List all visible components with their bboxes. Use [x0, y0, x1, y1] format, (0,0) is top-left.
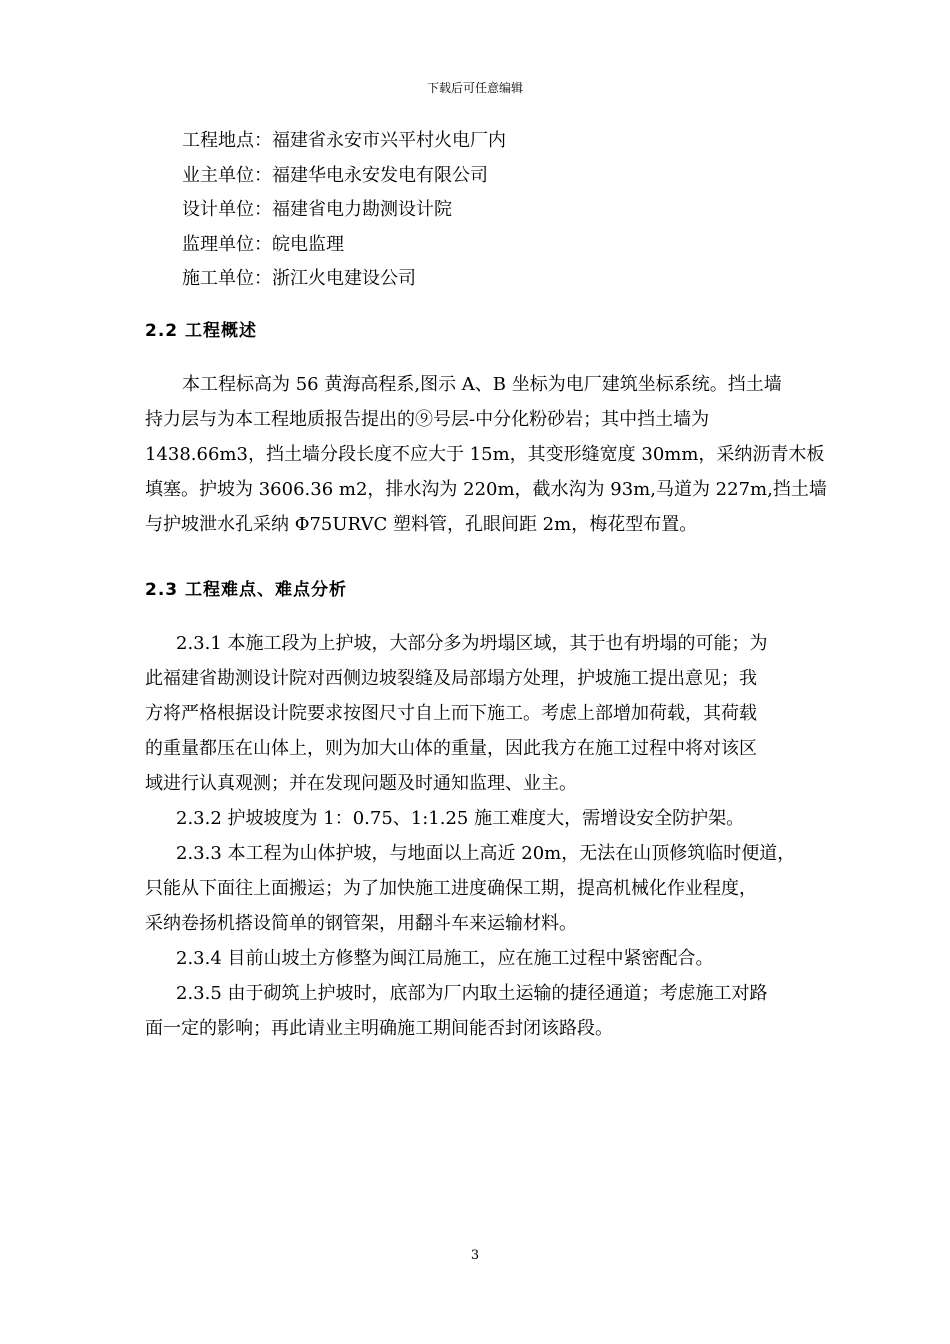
page-number: 3: [470, 1248, 480, 1263]
project-supervisor: 监理单位：皖电监理: [182, 233, 344, 255]
project-designer: 设计单位：福建省电力勘测设计院: [182, 199, 452, 220]
paragraph-line: 方将严格根据设计院要求按图尺寸自上而下施工。考虑上部增加荷载，其荷载: [145, 703, 757, 724]
section-heading-2-2: 2.2 工程概述: [145, 321, 258, 341]
paragraph-line: 域进行认真观测；并在发现问题及时通知监理、业主。: [145, 773, 577, 794]
paragraph-line: 的重量都压在山体上，则为加大山体的重量，因此我方在施工过程中将对该区: [145, 738, 757, 759]
paragraph-line: 与护坡泄水孔采纳 Φ75URVC 塑料管，孔眼间距 2m，梅花型布置。: [145, 514, 698, 535]
paragraph-line: 只能从下面往上面搬运；为了加快施工进度确保工期，提高机械化作业程度，: [145, 878, 757, 899]
paragraph-line: 1438.66m3，挡土墙分段长度不应大于 15m，其变形缝宽度 30mm，采纳沥青木板: [145, 444, 825, 465]
paragraph-line: 采纳卷扬机搭设简单的钢管架，用翻斗车来运输材料。: [145, 913, 577, 934]
paragraph-line: 此福建省勘测设计院对西侧边坡裂缝及局部塌方处理，护坡施工提出意见；我: [145, 668, 757, 689]
paragraph-line: 本工程标高为 56 黄海高程系,图示 A、B 坐标为电厂建筑坐标系统。挡土墙: [182, 374, 782, 395]
project-contractor: 施工单位：浙江火电建设公司: [182, 268, 416, 289]
paragraph-line: 2.3.4 目前山坡土方修整为闽江局施工，应在施工过程中紧密配合。: [176, 948, 714, 969]
section-heading-2-3: 2.3 工程难点、难点分析: [145, 580, 348, 600]
project-owner: 业主单位：福建华电永安发电有限公司: [182, 164, 488, 186]
page-header-note: 下载后可任意编辑: [426, 81, 523, 95]
project-location: 工程地点：福建省永安市兴平村火电厂内: [182, 130, 506, 151]
paragraph-line: 2.3.2 护坡坡度为 1：0.75、1:1.25 施工难度大，需增设安全防护架。: [176, 808, 745, 829]
paragraph-line: 2.3.1 本施工段为上护坡，大部分多为坍塌区域，其于也有坍塌的可能；为: [176, 633, 768, 654]
project-info-list: [182, 124, 506, 297]
paragraph-line: 填塞。护坡为 3606.36 m2，排水沟为 220m，截水沟为 93m,马道为 227m,挡土墙: [145, 479, 827, 500]
paragraph-line: 2.3.3 本工程为山体护坡，与地面以上高近 20m，无法在山顶修筑临时便道，: [176, 843, 796, 864]
paragraph-line: 持力层与为本工程地质报告提出的⑨号层-中分化粉砂岩；其中挡土墙为: [145, 409, 710, 430]
paragraph-line: 2.3.5 由于砌筑上护坡时，底部为厂内取土运输的捷径通道；考虑施工对路: [176, 983, 768, 1004]
paragraph-line: 面一定的影响；再此请业主明确施工期间能否封闭该路段。: [145, 1018, 613, 1039]
